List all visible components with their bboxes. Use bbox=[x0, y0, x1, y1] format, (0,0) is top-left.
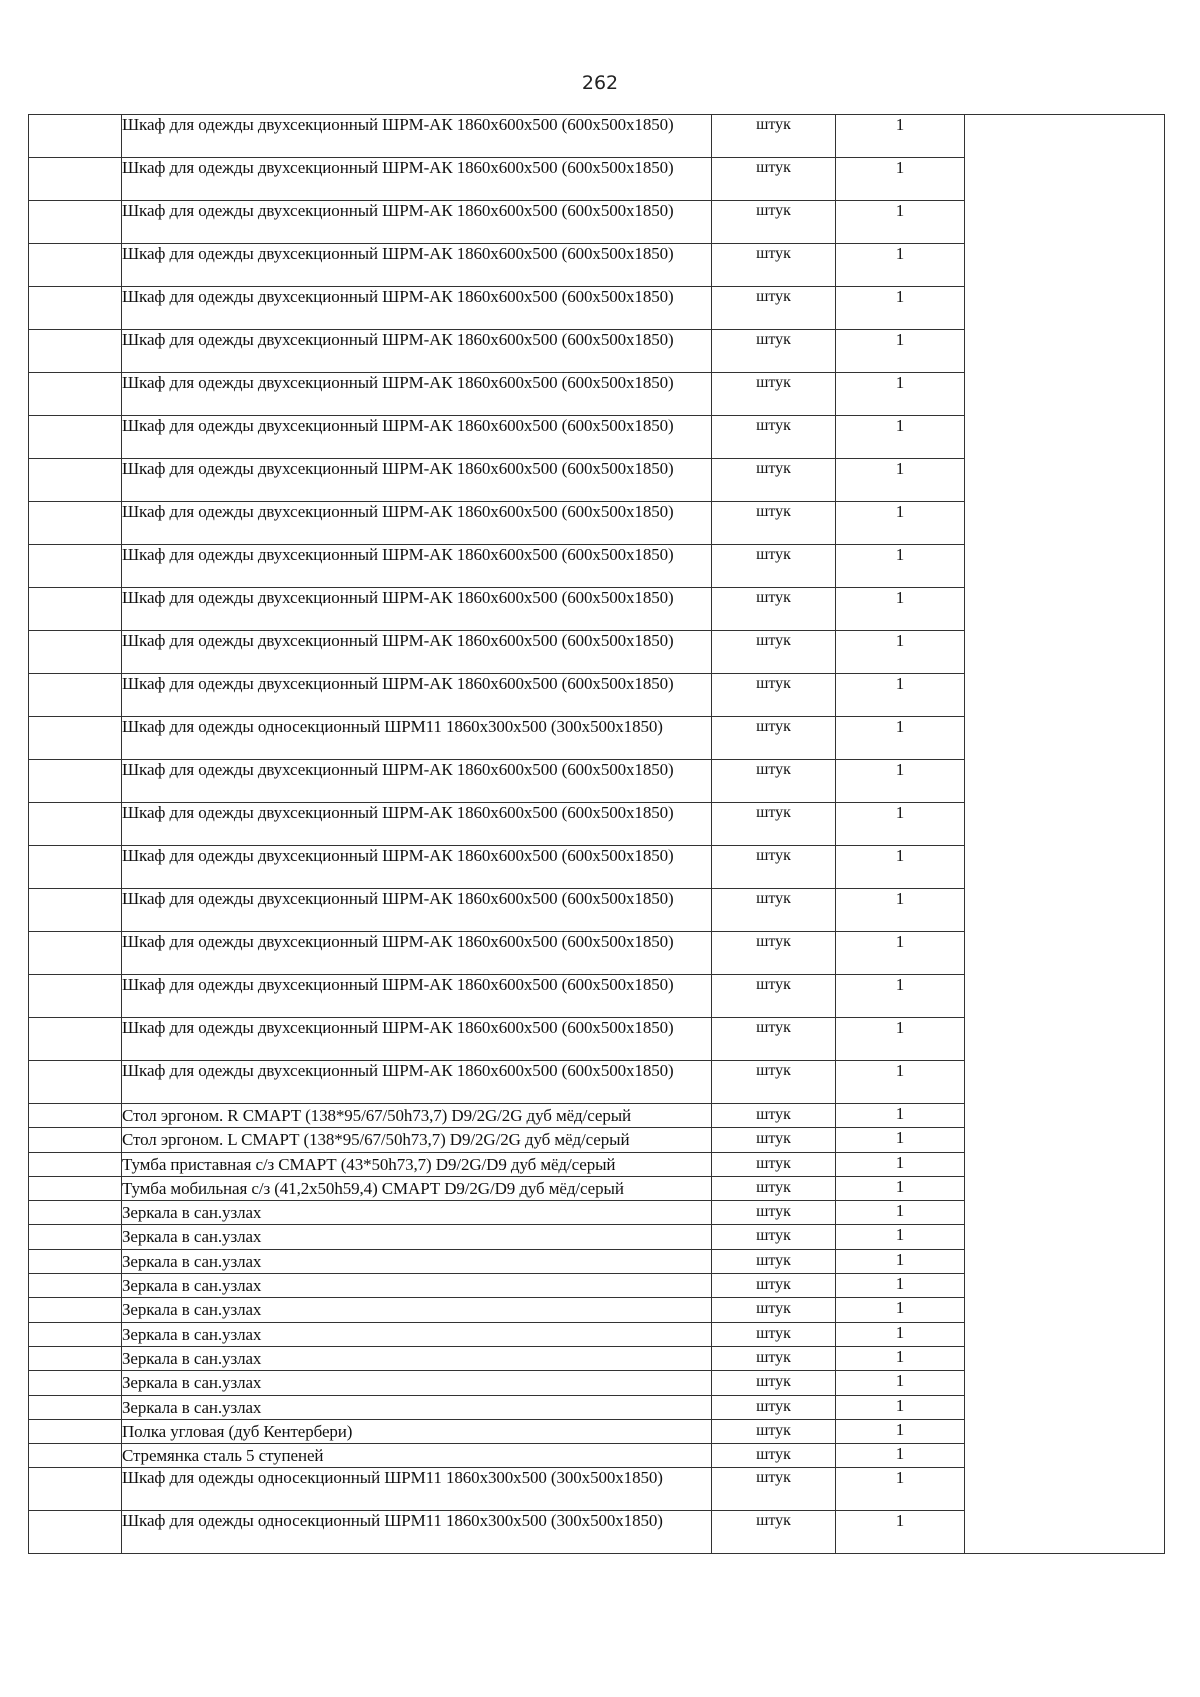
unit-cell: штук bbox=[712, 1249, 836, 1273]
unit-cell: штук bbox=[712, 1201, 836, 1225]
item-name-cell: Шкаф для одежды двухсекционный ШРМ-АК 1860х600х500 (600х500х1850) bbox=[122, 416, 712, 459]
unit-cell: штук bbox=[712, 201, 836, 244]
item-name-cell: Шкаф для одежды двухсекционный ШРМ-АК 1860х600х500 (600х500х1850) bbox=[122, 545, 712, 588]
quantity-cell: 1 bbox=[836, 158, 965, 201]
item-name-cell: Шкаф для одежды двухсекционный ШРМ-АК 1860х600х500 (600х500х1850) bbox=[122, 674, 712, 717]
unit-cell: штук bbox=[712, 674, 836, 717]
item-name-cell: Шкаф для одежды двухсекционный ШРМ-АК 1860х600х500 (600х500х1850) bbox=[122, 115, 712, 158]
quantity-cell: 1 bbox=[836, 1104, 965, 1128]
quantity-cell: 1 bbox=[836, 287, 965, 330]
quantity-cell: 1 bbox=[836, 1346, 965, 1370]
unit-cell: штук bbox=[712, 889, 836, 932]
item-name-cell: Полка угловая (дуб Кентербери) bbox=[122, 1419, 712, 1443]
quantity-cell: 1 bbox=[836, 1061, 965, 1104]
row-number-cell bbox=[29, 1371, 122, 1395]
row-number-cell bbox=[29, 1201, 122, 1225]
item-name-cell: Зеркала в сан.узлах bbox=[122, 1395, 712, 1419]
unit-cell: штук bbox=[712, 330, 836, 373]
item-name-cell: Шкаф для одежды двухсекционный ШРМ-АК 1860х600х500 (600х500х1850) bbox=[122, 244, 712, 287]
unit-cell: штук bbox=[712, 1225, 836, 1249]
quantity-cell: 1 bbox=[836, 1371, 965, 1395]
row-number-cell bbox=[29, 158, 122, 201]
row-number-cell bbox=[29, 1444, 122, 1468]
item-name-cell: Шкаф для одежды односекционный ШРМ11 1860х300х500 (300х500х1850) bbox=[122, 717, 712, 760]
row-number-cell bbox=[29, 373, 122, 416]
unit-cell: штук bbox=[712, 803, 836, 846]
row-number-cell bbox=[29, 1346, 122, 1370]
quantity-cell: 1 bbox=[836, 1128, 965, 1152]
row-number-cell bbox=[29, 1104, 122, 1128]
item-name-cell: Зеркала в сан.узлах bbox=[122, 1249, 712, 1273]
unit-cell: штук bbox=[712, 545, 836, 588]
item-name-cell: Шкаф для одежды двухсекционный ШРМ-АК 1860х600х500 (600х500х1850) bbox=[122, 330, 712, 373]
row-number-cell bbox=[29, 1274, 122, 1298]
item-name-cell: Шкаф для одежды двухсекционный ШРМ-АК 1860х600х500 (600х500х1850) bbox=[122, 760, 712, 803]
inventory-table-body bbox=[29, 115, 1165, 1554]
row-number-cell bbox=[29, 1225, 122, 1249]
quantity-cell: 1 bbox=[836, 545, 965, 588]
item-name-cell: Шкаф для одежды двухсекционный ШРМ-АК 1860х600х500 (600х500х1850) bbox=[122, 588, 712, 631]
quantity-cell: 1 bbox=[836, 1274, 965, 1298]
unit-cell: штук bbox=[712, 1152, 836, 1176]
row-number-cell bbox=[29, 1249, 122, 1273]
unit-cell: штук bbox=[712, 1018, 836, 1061]
row-number-cell bbox=[29, 502, 122, 545]
unit-cell: штук bbox=[712, 416, 836, 459]
unit-cell: штук bbox=[712, 373, 836, 416]
item-name-cell: Шкаф для одежды односекционный ШРМ11 1860х300х500 (300х500х1850) bbox=[122, 1511, 712, 1554]
unit-cell: штук bbox=[712, 1468, 836, 1511]
row-number-cell bbox=[29, 330, 122, 373]
quantity-cell: 1 bbox=[836, 115, 965, 158]
quantity-cell: 1 bbox=[836, 803, 965, 846]
page-number: 262 bbox=[581, 72, 619, 94]
unit-cell: штук bbox=[712, 1176, 836, 1200]
row-number-cell bbox=[29, 889, 122, 932]
unit-cell: штук bbox=[712, 502, 836, 545]
quantity-cell: 1 bbox=[836, 502, 965, 545]
inventory-table bbox=[28, 114, 1165, 1554]
item-name-cell: Зеркала в сан.узлах bbox=[122, 1346, 712, 1370]
item-name-cell: Шкаф для одежды двухсекционный ШРМ-АК 1860х600х500 (600х500х1850) bbox=[122, 631, 712, 674]
quantity-cell: 1 bbox=[836, 1298, 965, 1322]
quantity-cell: 1 bbox=[836, 631, 965, 674]
item-name-cell: Шкаф для одежды двухсекционный ШРМ-АК 1860х600х500 (600х500х1850) bbox=[122, 158, 712, 201]
row-number-cell bbox=[29, 975, 122, 1018]
item-name-cell: Зеркала в сан.узлах bbox=[122, 1322, 712, 1346]
row-number-cell bbox=[29, 545, 122, 588]
row-number-cell bbox=[29, 760, 122, 803]
unit-cell: штук bbox=[712, 1274, 836, 1298]
unit-cell: штук bbox=[712, 1298, 836, 1322]
item-name-cell: Зеркала в сан.узлах bbox=[122, 1274, 712, 1298]
unit-cell: штук bbox=[712, 631, 836, 674]
quantity-cell: 1 bbox=[836, 760, 965, 803]
item-name-cell: Тумба мобильная с/з (41,2х50h59,4) СМАРТ D9/2G/D9 дуб мёд/серый bbox=[122, 1176, 712, 1200]
unit-cell: штук bbox=[712, 115, 836, 158]
unit-cell: штук bbox=[712, 158, 836, 201]
row-number-cell bbox=[29, 459, 122, 502]
unit-cell: штук bbox=[712, 1444, 836, 1468]
item-name-cell: Зеркала в сан.узлах bbox=[122, 1371, 712, 1395]
item-name-cell: Шкаф для одежды двухсекционный ШРМ-АК 1860х600х500 (600х500х1850) bbox=[122, 975, 712, 1018]
quantity-cell: 1 bbox=[836, 975, 965, 1018]
row-number-cell bbox=[29, 115, 122, 158]
quantity-cell: 1 bbox=[836, 1419, 965, 1443]
unit-cell: штук bbox=[712, 932, 836, 975]
unit-cell: штук bbox=[712, 1128, 836, 1152]
item-name-cell: Стол эргоном. R СМАРТ (138*95/67/50h73,7) D9/2G/2G дуб мёд/серый bbox=[122, 1104, 712, 1128]
row-number-cell bbox=[29, 244, 122, 287]
row-number-cell bbox=[29, 1395, 122, 1419]
row-number-cell bbox=[29, 1176, 122, 1200]
quantity-cell: 1 bbox=[836, 932, 965, 975]
row-number-cell bbox=[29, 674, 122, 717]
item-name-cell: Шкаф для одежды двухсекционный ШРМ-АК 1860х600х500 (600х500х1850) bbox=[122, 1018, 712, 1061]
unit-cell: штук bbox=[712, 846, 836, 889]
item-name-cell: Шкаф для одежды двухсекционный ШРМ-АК 1860х600х500 (600х500х1850) bbox=[122, 1061, 712, 1104]
unit-cell: штук bbox=[712, 1395, 836, 1419]
quantity-cell: 1 bbox=[836, 1249, 965, 1273]
row-number-cell bbox=[29, 1322, 122, 1346]
unit-cell: штук bbox=[712, 717, 836, 760]
quantity-cell: 1 bbox=[836, 1152, 965, 1176]
row-number-cell bbox=[29, 1511, 122, 1554]
quantity-cell: 1 bbox=[836, 674, 965, 717]
item-name-cell: Стол эргоном. L СМАРТ (138*95/67/50h73,7) D9/2G/2G дуб мёд/серый bbox=[122, 1128, 712, 1152]
quantity-cell: 1 bbox=[836, 846, 965, 889]
unit-cell: штук bbox=[712, 975, 836, 1018]
item-name-cell: Зеркала в сан.узлах bbox=[122, 1225, 712, 1249]
quantity-cell: 1 bbox=[836, 1201, 965, 1225]
quantity-cell: 1 bbox=[836, 373, 965, 416]
quantity-cell: 1 bbox=[836, 459, 965, 502]
unit-cell: штук bbox=[712, 588, 836, 631]
quantity-cell: 1 bbox=[836, 1322, 965, 1346]
quantity-cell: 1 bbox=[836, 1468, 965, 1511]
quantity-cell: 1 bbox=[836, 1176, 965, 1200]
unit-cell: штук bbox=[712, 1346, 836, 1370]
item-name-cell: Стремянка сталь 5 ступеней bbox=[122, 1444, 712, 1468]
row-number-cell bbox=[29, 1128, 122, 1152]
quantity-cell: 1 bbox=[836, 717, 965, 760]
row-number-cell bbox=[29, 1152, 122, 1176]
row-number-cell bbox=[29, 631, 122, 674]
unit-cell: штук bbox=[712, 1419, 836, 1443]
row-number-cell bbox=[29, 588, 122, 631]
unit-cell: штук bbox=[712, 760, 836, 803]
row-number-cell bbox=[29, 932, 122, 975]
unit-cell: штук bbox=[712, 1104, 836, 1128]
quantity-cell: 1 bbox=[836, 889, 965, 932]
row-number-cell bbox=[29, 803, 122, 846]
item-name-cell: Шкаф для одежды двухсекционный ШРМ-АК 1860х600х500 (600х500х1850) bbox=[122, 932, 712, 975]
unit-cell: штук bbox=[712, 287, 836, 330]
unit-cell: штук bbox=[712, 459, 836, 502]
quantity-cell: 1 bbox=[836, 201, 965, 244]
item-name-cell: Шкаф для одежды двухсекционный ШРМ-АК 1860х600х500 (600х500х1850) bbox=[122, 459, 712, 502]
unit-cell: штук bbox=[712, 1371, 836, 1395]
row-number-cell bbox=[29, 1018, 122, 1061]
quantity-cell: 1 bbox=[836, 1395, 965, 1419]
quantity-cell: 1 bbox=[836, 1225, 965, 1249]
row-number-cell bbox=[29, 201, 122, 244]
row-number-cell bbox=[29, 1061, 122, 1104]
notes-cell bbox=[965, 115, 1165, 1554]
quantity-cell: 1 bbox=[836, 330, 965, 373]
quantity-cell: 1 bbox=[836, 416, 965, 459]
row-number-cell bbox=[29, 846, 122, 889]
item-name-cell: Шкаф для одежды двухсекционный ШРМ-АК 1860х600х500 (600х500х1850) bbox=[122, 201, 712, 244]
row-number-cell bbox=[29, 1419, 122, 1443]
row-number-cell bbox=[29, 717, 122, 760]
quantity-cell: 1 bbox=[836, 588, 965, 631]
row-number-cell bbox=[29, 1298, 122, 1322]
table-row bbox=[29, 115, 1165, 158]
row-number-cell bbox=[29, 416, 122, 459]
unit-cell: штук bbox=[712, 1511, 836, 1554]
item-name-cell: Шкаф для одежды двухсекционный ШРМ-АК 1860х600х500 (600х500х1850) bbox=[122, 502, 712, 545]
item-name-cell: Шкаф для одежды двухсекционный ШРМ-АК 1860х600х500 (600х500х1850) bbox=[122, 846, 712, 889]
quantity-cell: 1 bbox=[836, 244, 965, 287]
unit-cell: штук bbox=[712, 244, 836, 287]
item-name-cell: Зеркала в сан.узлах bbox=[122, 1201, 712, 1225]
item-name-cell: Шкаф для одежды двухсекционный ШРМ-АК 1860х600х500 (600х500х1850) bbox=[122, 373, 712, 416]
unit-cell: штук bbox=[712, 1322, 836, 1346]
unit-cell: штук bbox=[712, 1061, 836, 1104]
item-name-cell: Шкаф для одежды двухсекционный ШРМ-АК 1860х600х500 (600х500х1850) bbox=[122, 889, 712, 932]
quantity-cell: 1 bbox=[836, 1018, 965, 1061]
row-number-cell bbox=[29, 1468, 122, 1511]
item-name-cell: Шкаф для одежды двухсекционный ШРМ-АК 1860х600х500 (600х500х1850) bbox=[122, 803, 712, 846]
quantity-cell: 1 bbox=[836, 1444, 965, 1468]
item-name-cell: Зеркала в сан.узлах bbox=[122, 1298, 712, 1322]
row-number-cell bbox=[29, 287, 122, 330]
quantity-cell: 1 bbox=[836, 1511, 965, 1554]
item-name-cell: Тумба приставная с/з СМАРТ (43*50h73,7) D9/2G/D9 дуб мёд/серый bbox=[122, 1152, 712, 1176]
item-name-cell: Шкаф для одежды двухсекционный ШРМ-АК 1860х600х500 (600х500х1850) bbox=[122, 287, 712, 330]
item-name-cell: Шкаф для одежды односекционный ШРМ11 1860х300х500 (300х500х1850) bbox=[122, 1468, 712, 1511]
